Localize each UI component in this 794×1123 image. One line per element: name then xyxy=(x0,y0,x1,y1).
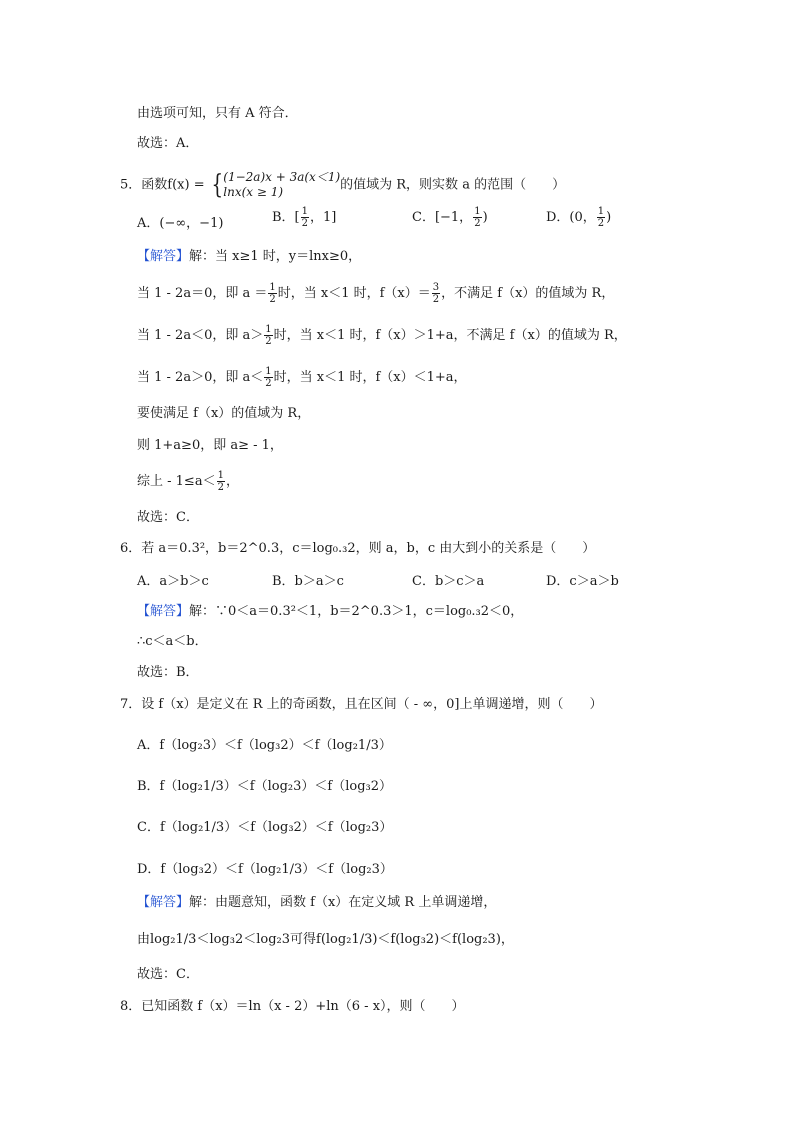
solution-line xyxy=(137,366,467,389)
piecewise-cases xyxy=(223,170,340,200)
solution-text: 当 1 - 2a＜0，即 a＞ xyxy=(137,328,264,343)
solution-line xyxy=(137,893,496,913)
solution-line: 故选：C． xyxy=(137,967,199,982)
numerator: 1 xyxy=(474,206,481,217)
solution-line xyxy=(137,602,523,622)
option-d: D．c＞a＞b xyxy=(546,574,619,589)
brace-symbol: { xyxy=(211,170,223,200)
question-number: 8． xyxy=(120,999,142,1014)
solution-text: 当 1 - 2a＝0，即 a ＝ xyxy=(137,286,268,301)
question-number: 7． xyxy=(120,697,142,712)
question-text: 设 f（x）是定义在 R 上的奇函数，且在区间（ - ∞，0]上单调递增，则（ ） xyxy=(141,697,603,712)
solution-line: 故选：C． xyxy=(137,510,199,525)
solution-text: 时，当 x＜1 时，f（x）＝ xyxy=(277,286,431,301)
numerator: 1 xyxy=(265,324,272,335)
fraction xyxy=(432,282,440,305)
fraction xyxy=(268,282,276,305)
numerator: 1 xyxy=(597,206,605,217)
fraction xyxy=(597,206,605,229)
option-c: C．b＞c＞a xyxy=(412,574,485,589)
solution-line xyxy=(137,282,614,305)
solution-text: 时，当 x＜1 时，f（x）＜1+a， xyxy=(273,370,467,385)
question-text: 已知函数 f（x）＝ln（x - 2）+ln（6 - x），则（ ） xyxy=(141,999,465,1014)
solution-line: 要使满足 f（x）的值域为 R， xyxy=(137,406,311,421)
solution-text: 时，当 x＜1 时，f（x）＞1+a，不满足 f（x）的值域为 R， xyxy=(273,328,627,343)
solution-text: 解：∵0＜a＝0.3²＜1，b＝2^0.3＞1，c＝log₀.₃2＜0， xyxy=(189,604,524,619)
fraction xyxy=(217,470,225,493)
option-text: ，1] xyxy=(310,210,337,225)
question-text: 函数f(x) = xyxy=(141,177,205,193)
solution-line xyxy=(137,247,361,267)
question-number: 5． xyxy=(120,177,142,193)
solution-text: 综上 - 1≤a＜ xyxy=(137,474,216,489)
option-c: C．f（log₂1/3）＜f（log₃2）＜f（log₂3） xyxy=(137,820,393,835)
solution-text: ， xyxy=(225,474,239,489)
option-text: D．(0， xyxy=(546,210,596,225)
solution-text: ，不满足 f（x）的值域为 R， xyxy=(441,286,615,301)
text-line: 由选项可知，只有 A 符合． xyxy=(137,106,298,121)
question-8 xyxy=(120,997,465,1017)
solution-line: ∴c＜a＜b． xyxy=(137,634,208,649)
option-text: B．[ xyxy=(272,210,300,225)
option-b: B．b＞a＞c xyxy=(272,574,344,589)
fraction xyxy=(264,324,272,347)
option-b: B．f（log₂1/3）＜f（log₂3）＜f（log₃2） xyxy=(137,779,393,794)
solution-line: 故选：B． xyxy=(137,665,199,680)
denominator: 2 xyxy=(597,218,605,229)
option-text: ) xyxy=(482,210,488,225)
option-a: A．(−∞，−1) xyxy=(137,216,224,231)
question-7 xyxy=(120,695,602,715)
denominator: 2 xyxy=(265,336,272,347)
answer-tag: 【解答】 xyxy=(137,895,190,910)
question-5 xyxy=(120,170,565,200)
solution-text: 解：当 x≥1 时，y＝lnx≥0， xyxy=(189,249,362,264)
option-text: C．[−1， xyxy=(412,210,473,225)
numerator: 3 xyxy=(432,282,440,293)
numerator: 1 xyxy=(265,366,272,377)
denominator: 2 xyxy=(432,294,440,305)
case-2: lnx(x ≥ 1) xyxy=(223,185,284,199)
answer-tag: 【解答】 xyxy=(137,249,190,264)
fraction xyxy=(301,206,309,229)
numerator: 1 xyxy=(301,206,309,217)
question-text: 若 a＝0.3²，b＝2^0.3，c＝log₀.₃2，则 a，b，c 由大到小的关系是（ ） xyxy=(141,541,596,556)
solution-line: 则 1+a≥0，即 a≥ - 1， xyxy=(137,438,283,453)
numerator: 1 xyxy=(269,282,276,293)
denominator: 2 xyxy=(474,218,481,229)
question-number: 6． xyxy=(120,541,142,556)
option-text: ) xyxy=(606,210,612,225)
text-line: 故选：A． xyxy=(137,136,199,151)
answer-tag: 【解答】 xyxy=(137,604,190,619)
question-text: 的值域为 R，则实数 a 的范围（ ） xyxy=(340,177,566,193)
denominator: 2 xyxy=(269,294,276,305)
solution-line xyxy=(137,470,239,493)
question-6 xyxy=(120,539,595,559)
option-c xyxy=(412,206,488,229)
fraction xyxy=(264,366,272,389)
option-b xyxy=(272,206,336,229)
numerator: 1 xyxy=(217,470,224,481)
option-d xyxy=(546,206,611,229)
denominator: 2 xyxy=(265,378,272,389)
solution-line xyxy=(137,324,627,347)
option-a: A．f（log₂3）＜f（log₃2）＜f（log₂1/3） xyxy=(137,738,392,753)
solution-text: 解：由题意知，函数 f（x）在定义域 R 上单调递增， xyxy=(189,895,497,910)
denominator: 2 xyxy=(217,482,224,493)
fraction xyxy=(473,206,481,229)
option-d: D．f（log₃2）＜f（log₂1/3）＜f（log₂3） xyxy=(137,862,393,877)
denominator: 2 xyxy=(301,218,309,229)
case-1: (1−2a)x + 3a(x＜1) xyxy=(223,170,341,184)
solution-line: 由log₂1/3＜log₃2＜log₂3可得f(log₂1/3)＜f(log₃2)＜f(log₂3)， xyxy=(137,932,514,947)
option-a: A．a＞b＞c xyxy=(137,574,209,589)
solution-text: 当 1 - 2a＞0，即 a＜ xyxy=(137,370,264,385)
